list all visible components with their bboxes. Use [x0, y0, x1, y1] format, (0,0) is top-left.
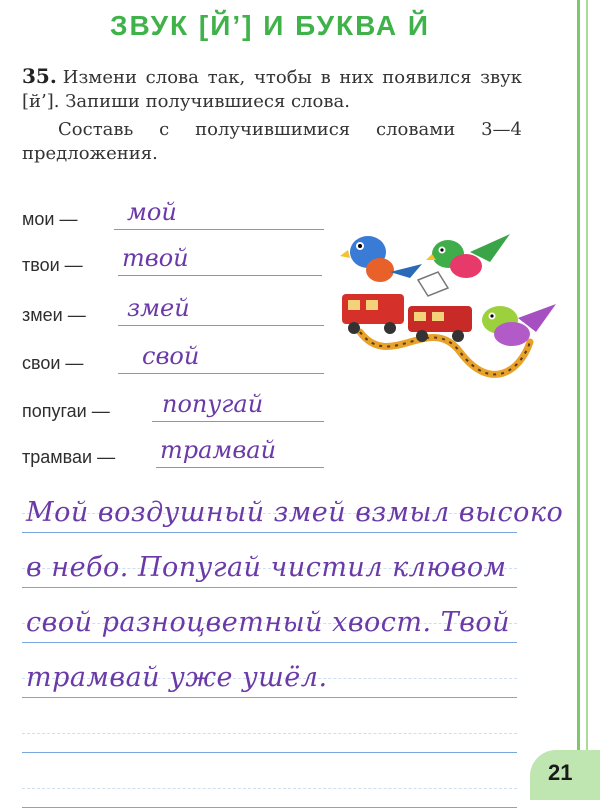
word-row	[22, 244, 322, 278]
handwritten-sentence[interactable]: трамвай уже ушёл.	[26, 662, 328, 693]
handwritten-answer[interactable]: мой	[127, 198, 177, 226]
task-instruction-2: Составь с получившимися словами 3—4 предложения.	[22, 119, 522, 164]
parrots-train-illustration	[330, 222, 560, 392]
handwritten-answer[interactable]: попугай	[162, 390, 264, 418]
stripe-line	[586, 0, 588, 800]
answer-line	[118, 275, 322, 276]
answer-line	[118, 325, 324, 326]
page-number: 21	[548, 760, 573, 785]
page-number-tab	[530, 750, 600, 800]
handwritten-answer[interactable]: змей	[127, 294, 190, 322]
page-edge-stripe	[574, 0, 600, 800]
writing-line	[22, 698, 517, 753]
answer-line	[152, 421, 324, 422]
stripe-line	[577, 0, 580, 800]
task-instruction-1: 35. Измени слова так, чтобы в них появился звук [й’]. Запиши получившиеся слова.	[22, 64, 522, 112]
answer-line	[118, 373, 324, 374]
writing-line	[22, 588, 517, 643]
answer-line	[114, 229, 324, 230]
task-text	[22, 64, 522, 166]
answer-line	[156, 467, 324, 468]
task-number: 35.	[22, 64, 57, 88]
handwritten-sentence[interactable]: свой разноцветный хвост. Твой	[26, 607, 511, 638]
row-word: попугаи —	[22, 401, 110, 421]
handwritten-sentence[interactable]: в небо. Попугай чистил клювом	[26, 552, 507, 583]
page-title: ЗВУК [Й’] И БУКВА Й	[109, 10, 431, 41]
handwritten-answer[interactable]: трамвай	[160, 436, 277, 464]
row-word: трамваи —	[22, 447, 116, 467]
row-word: змеи —	[22, 305, 86, 325]
writing-line	[22, 643, 517, 698]
handwritten-answer[interactable]: свой	[142, 342, 200, 370]
word-row	[22, 436, 322, 470]
row-word: твои —	[22, 255, 83, 275]
row-word: мои —	[22, 209, 78, 229]
handwritten-answer[interactable]: твой	[122, 244, 189, 272]
word-row	[22, 198, 322, 232]
writing-line	[22, 533, 517, 588]
row-word: свои —	[22, 353, 84, 373]
writing-line	[22, 478, 564, 533]
word-row	[22, 390, 322, 424]
word-row	[22, 342, 322, 376]
handwritten-sentence[interactable]: Мой воздушный змей взмыл высоко	[26, 497, 564, 528]
word-row	[22, 294, 322, 328]
